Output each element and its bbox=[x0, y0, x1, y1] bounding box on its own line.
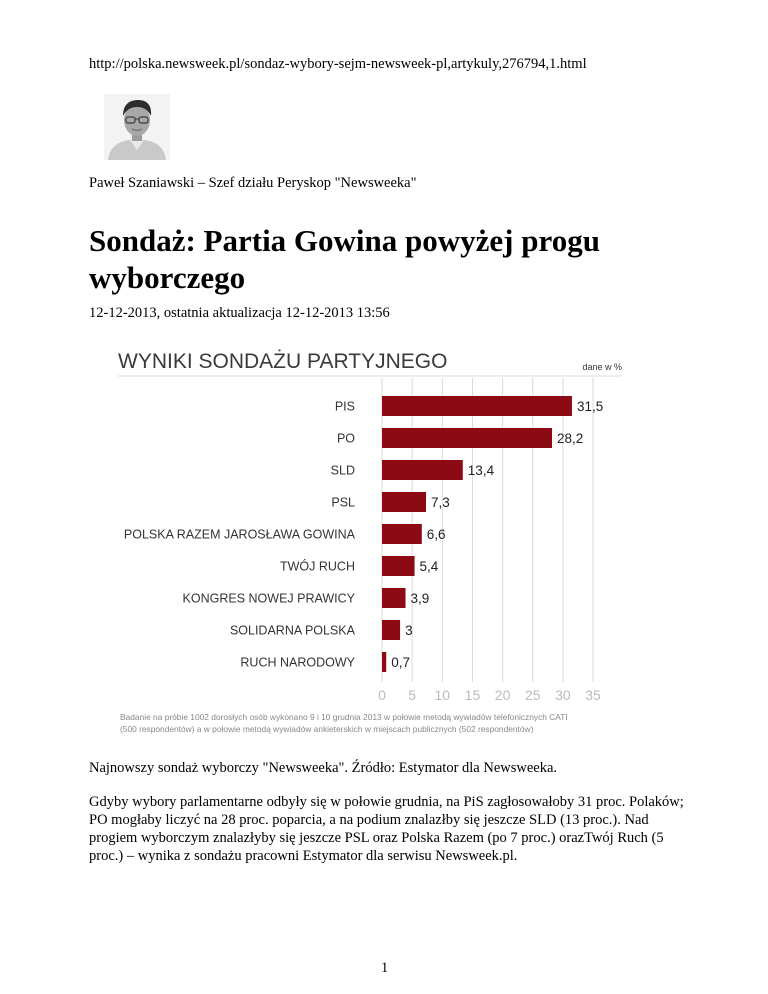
chart-x-ticks bbox=[378, 687, 601, 703]
value-label: 13,4 bbox=[467, 463, 495, 478]
category-label: SLD bbox=[330, 463, 355, 478]
x-tick-label: 0 bbox=[378, 687, 386, 703]
article-title: Sondaż: Partia Gowina powyżej progu wyborczego bbox=[89, 223, 600, 295]
chart-caption: Najnowszy sondaż wyborczy "Newsweeka". Źródło: Estymator dla Newsweeka. bbox=[89, 760, 558, 776]
x-tick-label: 5 bbox=[408, 687, 417, 703]
x-tick-label: 10 bbox=[434, 687, 451, 703]
bar-twój-ruch bbox=[382, 556, 415, 576]
bar-psl bbox=[382, 492, 426, 512]
value-label: 0,7 bbox=[391, 655, 411, 670]
value-label: 7,3 bbox=[431, 495, 450, 510]
bar-kongres-nowej-prawicy bbox=[382, 588, 406, 608]
chart-note-line: (500 respondentów) a w połowie metodą wywiadów ankieterskich w miejscach publicznych (502 respondentów) bbox=[120, 724, 534, 734]
author-photo bbox=[104, 94, 170, 160]
bar-ruch-narodowy bbox=[382, 652, 386, 672]
bar-po bbox=[382, 428, 552, 448]
author-line: Paweł Szaniawski – Szef działu Peryskop "Newsweeka" bbox=[89, 175, 417, 191]
x-tick-label: 15 bbox=[464, 687, 481, 703]
page-number: 1 bbox=[381, 960, 389, 976]
category-label: TWÓJ RUCH bbox=[280, 559, 355, 574]
chart-note-line: Badanie na próbie 1002 dorosłych osób wykonano 9 i 10 grudnia 2013 w połowie metodą wywiadów telefonicznych CATI bbox=[120, 712, 568, 722]
value-label: 31,5 bbox=[576, 399, 604, 414]
bar-pis bbox=[382, 396, 572, 416]
x-tick-label: 30 bbox=[555, 687, 571, 703]
value-label: 5,4 bbox=[419, 559, 439, 574]
chart-bars bbox=[124, 396, 603, 672]
poll-bar-chart bbox=[110, 340, 630, 745]
x-tick-label: 25 bbox=[524, 687, 541, 703]
category-label: PSL bbox=[331, 495, 355, 510]
value-label: 3 bbox=[405, 623, 413, 638]
chart-title: WYNIKI SONDAŻU PARTYJNEGO bbox=[118, 350, 448, 373]
value-label: 3,9 bbox=[410, 591, 430, 606]
category-label: POLSKA RAZEM JAROSŁAWA GOWINA bbox=[123, 527, 355, 542]
chart-unit-label: dane w % bbox=[582, 362, 622, 372]
category-label: KONGRES NOWEJ PRAWICY bbox=[182, 591, 355, 606]
author-portrait-icon bbox=[104, 94, 170, 160]
category-label: RUCH NARODOWY bbox=[240, 655, 355, 670]
x-tick-label: 35 bbox=[585, 687, 601, 703]
article-body: Gdyby wybory parlamentarne odbyły się w połowie grudnia, na PiS zagłosowałoby 31 proc. Polaków; PO mogłaby liczyć na 28 proc. poparcia, a na podium znalazłby się jeszcze SLD (13 proc.). Nad progiem wyborczym znalazłyby się jeszcze PSL oraz Polska Razem (po 7 proc.) orazTwój Ruch (5 proc.) – wynika z sondażu pracowni Estymator dla serwisu Newsweek.pl. bbox=[89, 794, 684, 864]
category-label: PIS bbox=[334, 399, 355, 414]
category-label: SOLIDARNA POLSKA bbox=[229, 623, 355, 638]
publish-date: 12-12-2013, ostatnia aktualizacja 12-12-2013 13:56 bbox=[89, 305, 390, 321]
value-label: 6,6 bbox=[426, 527, 446, 542]
x-tick-label: 20 bbox=[494, 687, 511, 703]
source-url: http://polska.newsweek.pl/sondaz-wybory-sejm-newsweek-pl,artykuly,276794,1.html bbox=[89, 56, 587, 72]
category-label: PO bbox=[336, 431, 355, 446]
value-label: 28,2 bbox=[557, 431, 584, 446]
poll-chart bbox=[110, 340, 630, 745]
bar-sld bbox=[382, 460, 463, 480]
bar-polska-razem-jarosława-gowina bbox=[382, 524, 422, 544]
bar-solidarna-polska bbox=[382, 620, 400, 640]
